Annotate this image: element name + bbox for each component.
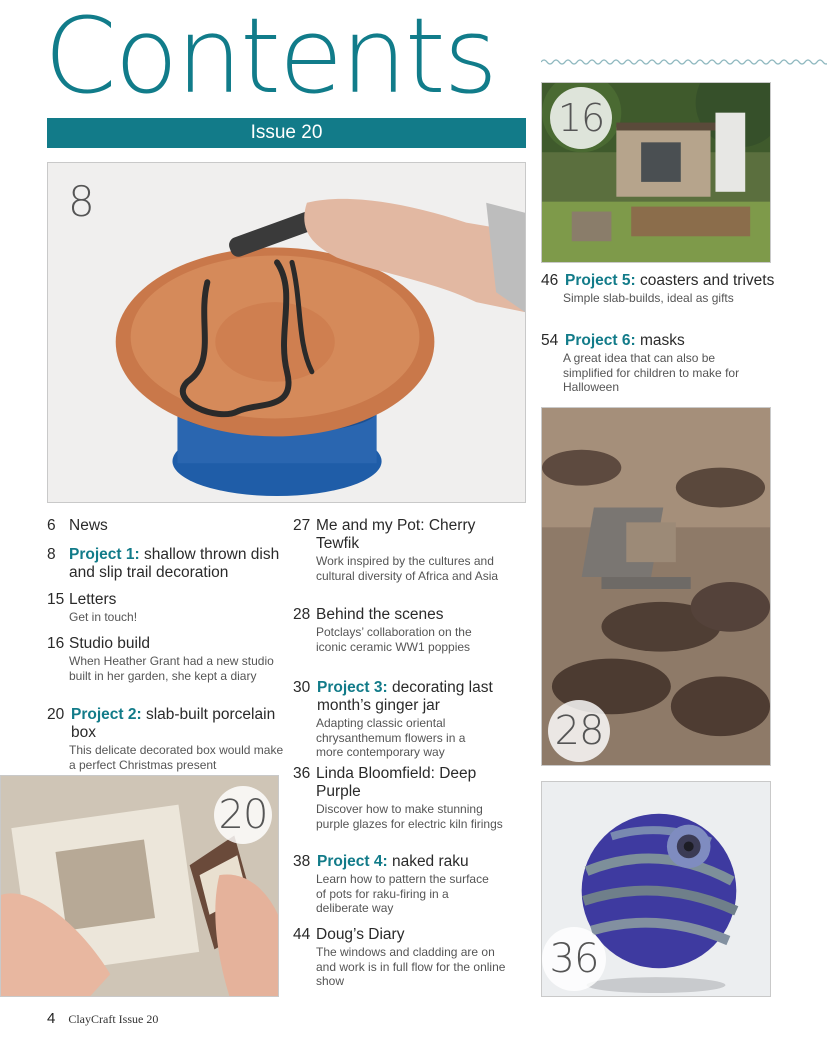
- page-title: Contents: [44, 0, 496, 117]
- contents-entry-27: 27 Me and my Pot: Cherry Tewfik Work inspired by the cultures and cultural diversity of Africa and Asia: [293, 517, 499, 583]
- page-number: 4: [47, 1010, 56, 1027]
- contents-entry-16: 16 Studio build When Heather Grant had a new studio built in her garden, she kept a diary: [47, 635, 274, 683]
- photo-clay-poppies: [541, 407, 771, 766]
- contents-entry-44: 44 Doug’s Diary The windows and cladding are on and work is in full flow for the online show: [293, 926, 506, 988]
- magazine-name: ClayCraft Issue 20: [68, 1012, 159, 1026]
- page-badge-36: 36: [542, 927, 606, 991]
- contents-entry-36: 36 Linda Bloomfield: Deep Purple Discover how to make stunning purple glazes for electric kiln firings: [293, 765, 503, 831]
- contents-entry-6: 6 News: [47, 517, 108, 534]
- contents-entry-8: 8 Project 1: shallow thrown dish and slip trail decoration: [47, 546, 280, 581]
- photo-slip-trail-dish: [47, 162, 526, 503]
- contents-entry-38: 38 Project 4: naked raku Learn how to pattern the surface of pots for raku-firing in a deliberate way: [293, 853, 489, 915]
- issue-banner: Issue 20: [47, 118, 526, 148]
- contents-entry-46: 46 Project 5: coasters and trivets Simple slab-builds, ideal as gifts: [541, 272, 775, 305]
- page-badge-16: 16: [550, 87, 612, 149]
- contents-entry-20: 20 Project 2: slab-built porcelain box This delicate decorated box would make a perfect Christmas present: [47, 706, 284, 772]
- wavy-divider: [541, 58, 827, 66]
- page-badge-28: 28: [548, 700, 610, 762]
- photo-porcelain-box: [0, 775, 279, 997]
- contents-entry-15: 15 Letters Get in touch!: [47, 591, 138, 624]
- page-badge-20: 20: [214, 786, 272, 844]
- contents-entry-28: 28 Behind the scenes Potclays’ collaboration on the iconic ceramic WW1 poppies: [293, 606, 472, 654]
- photo-studio-build: [541, 82, 771, 263]
- contents-entry-54: 54 Project 6: masks A great idea that can also be simplified for children to make for Halloween: [541, 332, 740, 394]
- contents-entry-30: 30 Project 3: decorating last month’s ginger jar Adapting classic oriental chrysanthemum flowers in a more contemporary way: [293, 679, 493, 759]
- page-badge-8: 8: [68, 177, 95, 226]
- photo-purple-sphere: [541, 781, 771, 997]
- page-footer: [47, 1010, 158, 1027]
